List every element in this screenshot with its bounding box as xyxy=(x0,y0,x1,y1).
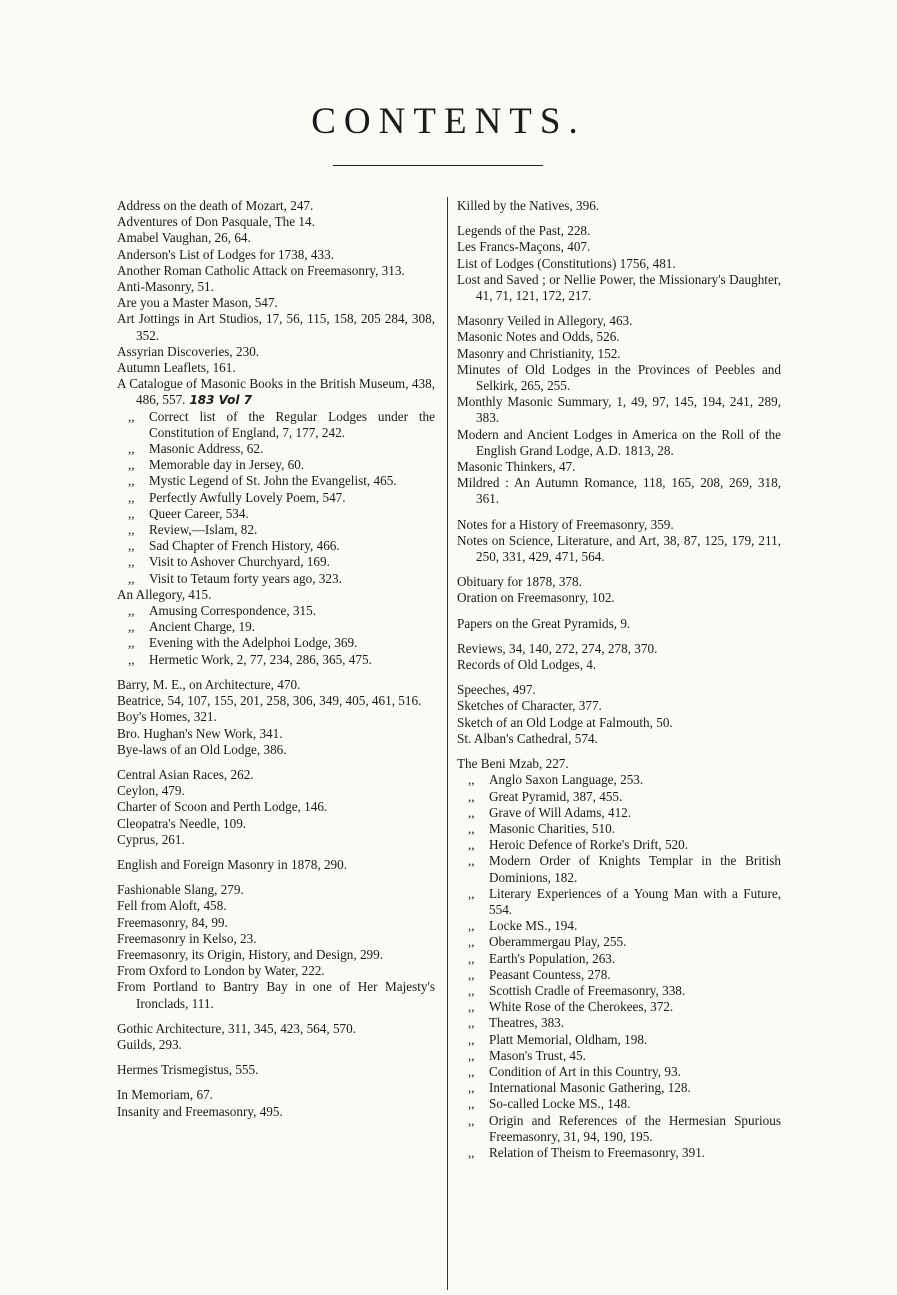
contents-entry xyxy=(117,882,435,898)
contents-entry xyxy=(457,1064,781,1080)
contents-entry xyxy=(117,571,435,587)
entry-text: Masonic Thinkers, 47. xyxy=(457,459,576,475)
entry-text: Masonic Charities, 510. xyxy=(489,820,615,836)
contents-entry xyxy=(117,898,435,914)
entry-text: Fashionable Slang, 279. xyxy=(117,882,244,898)
ditto-mark: ,, xyxy=(468,918,475,934)
ditto-mark: ,, xyxy=(468,1080,475,1096)
contents-entry xyxy=(117,709,435,725)
contents-entry xyxy=(457,1080,781,1096)
contents-entry xyxy=(457,698,781,714)
entry-text: Mildred : An Autumn Romance, 118, 165, 208, 269, 318, 361. xyxy=(457,475,781,507)
contents-entry xyxy=(117,979,435,1011)
contents-entry xyxy=(117,652,435,668)
contents-entry xyxy=(117,947,435,963)
contents-entry xyxy=(117,693,435,709)
contents-entry xyxy=(457,616,781,632)
contents-entry xyxy=(117,1037,435,1053)
contents-entry xyxy=(117,1104,435,1120)
entry-text: Cleopatra's Needle, 109. xyxy=(117,815,247,831)
contents-entry xyxy=(117,603,435,619)
entry-text: Lost and Saved ; or Nellie Power, the Missionary's Daughter, 41, 71, 121, 172, 217. xyxy=(457,271,781,304)
entry-text: Peasant Countess, 278. xyxy=(489,966,611,982)
ditto-mark: ,, xyxy=(468,1031,475,1047)
entry-group xyxy=(457,574,781,606)
contents-entry xyxy=(457,394,781,426)
ditto-mark: ,, xyxy=(128,554,135,570)
contents-entry xyxy=(117,619,435,635)
entry-text: Modern Order of Knights Templar in the British Dominions, 182. xyxy=(489,853,781,885)
contents-entry xyxy=(117,554,435,570)
contents-entry xyxy=(457,475,781,507)
entry-text: The Beni Mzab, 227. xyxy=(457,756,569,772)
entry-text: Condition of Art in this Country, 93. xyxy=(489,1063,681,1079)
ditto-mark: ,, xyxy=(128,473,135,489)
column-divider xyxy=(447,197,448,1290)
contents-entry xyxy=(457,1096,781,1112)
entry-text: Cyprus, 261. xyxy=(117,831,185,847)
entry-text: Barry, M. E., on Architecture, 470. xyxy=(117,676,301,692)
contents-entry xyxy=(457,731,781,747)
contents-entry xyxy=(117,490,435,506)
entry-text: An Allegory, 415. xyxy=(117,586,212,602)
entry-text: Freemasonry, its Origin, History, and Design, 299. xyxy=(117,946,384,962)
entry-text: Masonic Notes and Odds, 526. xyxy=(457,329,620,345)
ditto-mark: ,, xyxy=(128,489,135,505)
contents-entry xyxy=(457,821,781,837)
contents-entry xyxy=(457,346,781,362)
contents-entry xyxy=(117,915,435,931)
entry-text: St. Alban's Cathedral, 574. xyxy=(457,730,598,746)
entry-group xyxy=(117,198,435,668)
ditto-mark: ,, xyxy=(468,1112,475,1128)
contents-entry xyxy=(117,247,435,263)
entry-text: Visit to Ashover Churchyard, 169. xyxy=(149,554,330,570)
contents-entry xyxy=(117,857,435,873)
entry-text: Scottish Cradle of Freemasonry, 338. xyxy=(489,982,686,998)
ditto-mark: ,, xyxy=(468,1063,475,1079)
entry-group xyxy=(117,857,435,873)
contents-entry xyxy=(457,517,781,533)
entry-text: Obituary for 1878, 378. xyxy=(457,574,582,590)
entry-text: Guilds, 293. xyxy=(117,1036,182,1052)
contents-entry xyxy=(457,239,781,255)
contents-entry xyxy=(457,918,781,934)
contents-entry xyxy=(457,967,781,983)
contents-entry xyxy=(117,441,435,457)
entry-text: Locke MS., 194. xyxy=(489,918,578,934)
contents-entry xyxy=(117,230,435,246)
contents-entry xyxy=(457,256,781,272)
entry-text: Legends of the Past, 228. xyxy=(457,223,591,239)
contents-entry xyxy=(117,816,435,832)
contents-entry xyxy=(457,837,781,853)
contents-entry xyxy=(117,587,435,603)
entry-text: Literary Experiences of a Young Man with a Future, 554. xyxy=(489,885,781,917)
entry-text: Memorable day in Jersey, 60. xyxy=(149,457,305,473)
entry-text: Central Asian Races, 262. xyxy=(117,766,254,782)
contents-column-left xyxy=(117,198,435,1129)
entry-text: In Memoriam, 67. xyxy=(117,1087,213,1103)
entry-text: Mystic Legend of St. John the Evangelist, 465. xyxy=(149,473,397,489)
contents-entry xyxy=(457,272,781,304)
ditto-mark: ,, xyxy=(468,1015,475,1031)
entry-text: Assyrian Discoveries, 230. xyxy=(117,343,260,359)
entry-text: Ancient Charge, 19. xyxy=(149,619,255,635)
contents-entry xyxy=(117,263,435,279)
ditto-mark: ,, xyxy=(128,457,135,473)
entry-text: Reviews, 34, 140, 272, 274, 278, 370. xyxy=(457,640,658,656)
entry-text: Minutes of Old Lodges in the Provinces of Peebles and Selkirk, 265, 255. xyxy=(457,361,781,394)
entry-text: English and Foreign Masonry in 1878, 290. xyxy=(117,856,348,872)
contents-entry xyxy=(117,726,435,742)
ditto-mark: ,, xyxy=(468,1144,475,1160)
entry-text: Grave of Will Adams, 412. xyxy=(489,804,632,820)
contents-entry xyxy=(457,999,781,1015)
ditto-mark: ,, xyxy=(468,853,475,869)
entry-text: Relation of Theism to Freemasonry, 391. xyxy=(489,1144,706,1160)
contents-entry xyxy=(117,963,435,979)
contents-entry xyxy=(117,506,435,522)
entry-text: List of Lodges (Constitutions) 1756, 481. xyxy=(457,255,676,271)
entry-text: Adventures of Don Pasquale, The 14. xyxy=(117,214,315,230)
entry-text: Gothic Architecture, 311, 345, 423, 564, 570. xyxy=(117,1020,357,1036)
entry-group xyxy=(117,767,435,848)
contents-entry xyxy=(117,376,435,408)
ditto-mark: ,, xyxy=(128,538,135,554)
entry-text: Masonry and Christianity, 152. xyxy=(457,345,621,361)
entry-text: Modern and Ancient Lodges in America on the Roll of the English Grand Lodge, A.D. 1813, 28. xyxy=(457,426,781,458)
entry-text: Amabel Vaughan, 26, 64. xyxy=(117,230,251,246)
contents-entry xyxy=(457,223,781,239)
contents-entry xyxy=(457,715,781,731)
entry-text: Masonry Veiled in Allegory, 463. xyxy=(457,313,633,329)
entry-text: Ceylon, 479. xyxy=(117,783,185,799)
contents-entry xyxy=(117,214,435,230)
entry-text: Visit to Tetaum forty years ago, 323. xyxy=(149,570,342,586)
entry-text: Another Roman Catholic Attack on Freemasonry, 313. xyxy=(117,262,405,278)
contents-entry xyxy=(117,409,435,441)
entry-group xyxy=(117,677,435,758)
entry-group xyxy=(457,641,781,673)
contents-entry xyxy=(457,198,781,214)
contents-column-right xyxy=(457,198,781,1170)
entry-group xyxy=(457,517,781,566)
entry-text: Les Francs-Maçons, 407. xyxy=(457,239,591,255)
contents-entry xyxy=(117,198,435,214)
entry-text: Freemasonry, 84, 99. xyxy=(117,914,228,930)
entry-text: Amusing Correspondence, 315. xyxy=(149,603,317,619)
contents-entry xyxy=(457,682,781,698)
entry-text: Oberammergau Play, 255. xyxy=(489,934,627,950)
contents-entry xyxy=(117,1062,435,1078)
ditto-mark: ,, xyxy=(468,1096,475,1112)
entry-text: Origin and References of the Hermesian Spurious Freemasonry, 31, 94, 190, 195. xyxy=(489,1112,781,1144)
ditto-mark: ,, xyxy=(128,408,135,424)
entry-text: Beatrice, 54, 107, 155, 201, 258, 306, 349, 405, 461, 516. xyxy=(117,693,422,709)
ditto-mark: ,, xyxy=(128,603,135,619)
ditto-mark: ,, xyxy=(128,651,135,667)
contents-entry xyxy=(117,931,435,947)
entry-text: Mason's Trust, 45. xyxy=(489,1047,586,1063)
entry-group xyxy=(457,313,781,507)
entry-group xyxy=(117,882,435,1012)
ditto-mark: ,, xyxy=(128,635,135,651)
ditto-mark: ,, xyxy=(468,788,475,804)
contents-entry xyxy=(457,590,781,606)
ditto-mark: ,, xyxy=(128,441,135,457)
entry-text: Sketches of Character, 377. xyxy=(457,698,602,714)
entry-text: Papers on the Great Pyramids, 9. xyxy=(457,615,631,631)
contents-entry xyxy=(117,295,435,311)
ditto-mark: ,, xyxy=(468,950,475,966)
contents-entry xyxy=(117,457,435,473)
contents-entry xyxy=(117,279,435,295)
entry-text: Killed by the Natives, 396. xyxy=(457,198,600,213)
contents-entry xyxy=(117,635,435,651)
contents-entry xyxy=(457,533,781,565)
entry-text: Heroic Defence of Rorke's Drift, 520. xyxy=(489,837,689,853)
contents-entry xyxy=(457,574,781,590)
entry-text: Records of Old Lodges, 4. xyxy=(457,657,597,673)
contents-entry xyxy=(457,657,781,673)
contents-entry xyxy=(117,1087,435,1103)
contents-entry xyxy=(457,789,781,805)
contents-entry xyxy=(457,1113,781,1145)
entry-group xyxy=(117,1087,435,1119)
entry-group xyxy=(457,616,781,632)
contents-entry xyxy=(457,641,781,657)
entry-text: Speeches, 497. xyxy=(457,682,536,698)
contents-entry xyxy=(457,805,781,821)
contents-entry xyxy=(117,783,435,799)
entry-text: Platt Memorial, Oldham, 198. xyxy=(489,1031,648,1047)
contents-entry xyxy=(117,311,435,343)
entry-text: Autumn Leaflets, 161. xyxy=(117,360,236,376)
entry-text: Hermetic Work, 2, 77, 234, 286, 365, 475. xyxy=(149,651,372,667)
entry-group xyxy=(117,1021,435,1053)
entry-text: Oration on Freemasonry, 102. xyxy=(457,590,615,606)
entry-text: From Portland to Bantry Bay in one of Her Majesty's Ironclads, 111. xyxy=(117,979,435,1011)
entry-text: Anderson's List of Lodges for 1738, 433. xyxy=(117,246,335,262)
ditto-mark: ,, xyxy=(468,1047,475,1063)
entry-text: International Masonic Gathering, 128. xyxy=(489,1080,691,1096)
entry-text: Anti-Masonry, 51. xyxy=(117,279,214,295)
contents-entry xyxy=(117,522,435,538)
contents-entry xyxy=(457,313,781,329)
entry-group xyxy=(457,682,781,747)
entry-text: Notes for a History of Freemasonry, 359. xyxy=(457,516,674,532)
ditto-mark: ,, xyxy=(468,934,475,950)
contents-entry xyxy=(117,742,435,758)
contents-entry xyxy=(117,344,435,360)
entry-text: White Rose of the Cherokees, 372. xyxy=(489,999,674,1015)
entry-text: Fell from Aloft, 458. xyxy=(117,898,227,914)
entry-text: Anglo Saxon Language, 253. xyxy=(489,772,644,788)
ditto-mark: ,, xyxy=(128,522,135,538)
contents-entry xyxy=(457,886,781,918)
contents-entry xyxy=(117,677,435,693)
entry-text: Masonic Address, 62. xyxy=(149,441,264,457)
contents-entry xyxy=(457,951,781,967)
entry-text: Are you a Master Mason, 547. xyxy=(117,295,278,311)
contents-entry xyxy=(457,1015,781,1031)
contents-entry xyxy=(457,772,781,788)
ditto-mark: ,, xyxy=(468,999,475,1015)
entry-text: Sad Chapter of French History, 466. xyxy=(149,538,340,554)
entry-text: A Catalogue of Masonic Books in the British Museum, 438, 486, 557. xyxy=(117,376,435,408)
title-rule xyxy=(333,165,543,166)
ditto-mark: ,, xyxy=(468,885,475,901)
contents-entry xyxy=(457,1048,781,1064)
contents-entry xyxy=(457,1145,781,1161)
entry-text: Perfectly Awfully Lovely Poem, 547. xyxy=(149,489,346,505)
entry-group xyxy=(457,198,781,214)
page-title: CONTENTS. xyxy=(311,101,586,142)
handwritten-note: 183 Vol 7 xyxy=(189,393,252,408)
entry-text: Address on the death of Mozart, 247. xyxy=(117,198,314,213)
entry-text: Correct list of the Regular Lodges under the Constitution of England, 7, 177, 242. xyxy=(149,408,435,440)
entry-text: Queer Career, 534. xyxy=(149,505,249,521)
contents-entry xyxy=(117,799,435,815)
entry-text: Notes on Science, Literature, and Art, 38, 87, 125, 179, 211, 250, 331, 429, 471, 564. xyxy=(457,532,781,565)
entry-text: Freemasonry in Kelso, 23. xyxy=(117,930,257,946)
ditto-mark: ,, xyxy=(468,837,475,853)
contents-entry xyxy=(457,329,781,345)
entry-text: Great Pyramid, 387, 455. xyxy=(489,788,623,804)
entry-text: Sketch of an Old Lodge at Falmouth, 50. xyxy=(457,714,673,730)
entry-text: From Oxford to London by Water, 222. xyxy=(117,963,325,979)
entry-text: Insanity and Freemasonry, 495. xyxy=(117,1103,283,1119)
contents-entry xyxy=(117,473,435,489)
contents-entry xyxy=(457,983,781,999)
contents-entry xyxy=(117,538,435,554)
ditto-mark: ,, xyxy=(468,820,475,836)
entry-text: Charter of Scoon and Perth Lodge, 146. xyxy=(117,799,328,815)
contents-entry xyxy=(457,934,781,950)
contents-entry xyxy=(457,1032,781,1048)
ditto-mark: ,, xyxy=(468,772,475,788)
entry-text: So-called Locke MS., 148. xyxy=(489,1096,631,1112)
contents-entry xyxy=(457,427,781,459)
entry-text: Evening with the Adelphoi Lodge, 369. xyxy=(149,635,358,651)
contents-entry xyxy=(117,360,435,376)
entry-text: Earth's Population, 263. xyxy=(489,950,616,966)
entry-text: Boy's Homes, 321. xyxy=(117,709,217,725)
entry-text: Theatres, 383. xyxy=(489,1015,565,1031)
entry-group xyxy=(457,223,781,304)
entry-text: Hermes Trismegistus, 555. xyxy=(117,1062,259,1078)
entry-text: Bye-laws of an Old Lodge, 386. xyxy=(117,741,287,757)
ditto-mark: ,, xyxy=(128,619,135,635)
entry-text: Monthly Masonic Summary, 1, 49, 97, 145, 194, 241, 289, 383. xyxy=(457,394,781,426)
entry-group xyxy=(457,756,781,1161)
contents-entry xyxy=(457,756,781,772)
contents-entry xyxy=(117,767,435,783)
entry-text: Art Jottings in Art Studios, 17, 56, 115, 158, 205 284, 308, 352. xyxy=(117,311,435,343)
contents-entry xyxy=(457,853,781,885)
entry-text: Bro. Hughan's New Work, 341. xyxy=(117,725,283,741)
ditto-mark: ,, xyxy=(468,982,475,998)
contents-entry xyxy=(457,459,781,475)
ditto-mark: ,, xyxy=(128,570,135,586)
contents-entry xyxy=(117,1021,435,1037)
contents-entry xyxy=(117,832,435,848)
entry-text: Review,—Islam, 82. xyxy=(149,522,258,538)
ditto-mark: ,, xyxy=(128,505,135,521)
contents-entry xyxy=(457,362,781,394)
ditto-mark: ,, xyxy=(468,804,475,820)
ditto-mark: ,, xyxy=(468,966,475,982)
entry-group xyxy=(117,1062,435,1078)
